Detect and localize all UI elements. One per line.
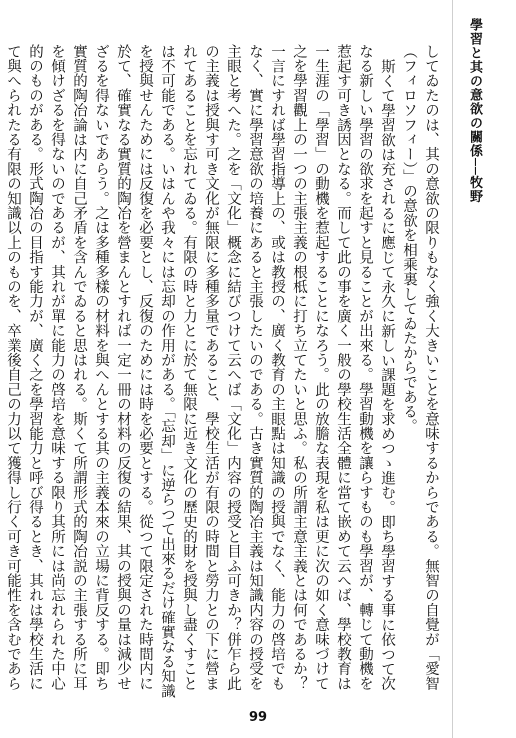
page-number: 99 xyxy=(248,710,268,725)
paragraph: 斯くて學習欲は充されるに應じて永久に新しい課題を求めつゝ進む。即ち學習する事に依つて次なる新しい學習の欲求を起すと見ることが出來る。學習動機を讓らすものも學習が、轉じて動機を惹起す可き誘因となる。而して此の事を廣く一般の學校生活全體に當て嵌めて云へば、學校教育は一生涯の「學習」の動機を惹起することになろう。此の放膽な表現を私は更に次の如く意味づけて之を學習觀上の一つの主張主義の根柢に打ち立てたいと思ふ。私の所謂主意主義とは何であるか？一言にすれば學習指導上の、或は教授の、廣く教育の主眼點は知識の授與でなく、能力の啓培でもなく、實に學習意欲の培養にあると主張したいのである。古き實質的陶冶主義は知識内容の授受を主眼と考へた。之を「文化」概念に結びつけて云へば「文化」内容の授受と目ふ可きか？併乍ら此の主義は授與す可き文化が無限に多種多量であること、學校生活が有限の時間と勞力との下に營まれてあることを忘れてゐる。有限の時と力とに於て無限に近き文化の歷史的財を授與し盡くすことは不可能である。いはんや我々には忘却の作用がある。「忘却」に逆らつて出來るだけ確實なる知識を授與せんためには反復を必要とし、反復のためには時を必要とする。從つて限定された時間内に於て、確實なる實質的陶冶を營まんとすれば一定一冊の材料の反復の結果、其の授與の量は減少せざるを得ないであらう。之は多種多樣の材料を與へんとする其の主義本來の立場に背反する。即ち實質的陶冶論は内に自己矛盾を含んでゐると思はれる。斯くて所謂形式的陶冶説の主張する所に耳を傾けざるを得ないのであるが、其れが單に能力の啓培を意味する限り其所には尚忘れられた中心的のものがある。形式陶冶の目指す能力が、廣く之を學習能力と呼び得るとき、其れは學校生活にて與へられたる有限の知識以上のものを、卒業後自己の力以て獲得し行く可き可能性を含むであら xyxy=(5,44,395,699)
header-divider xyxy=(452,0,453,738)
running-head: 學習と其の意欲の關係──牧野 xyxy=(467,18,482,204)
paragraph-continuation: してゐたのは、其の意欲の限りもなく強く大きいことを意味するからである。無智の自覺が「愛智（フィロソフィー）」の意欲を相乘裏してゐたからである。 xyxy=(401,44,439,691)
body-text xyxy=(5,44,442,702)
